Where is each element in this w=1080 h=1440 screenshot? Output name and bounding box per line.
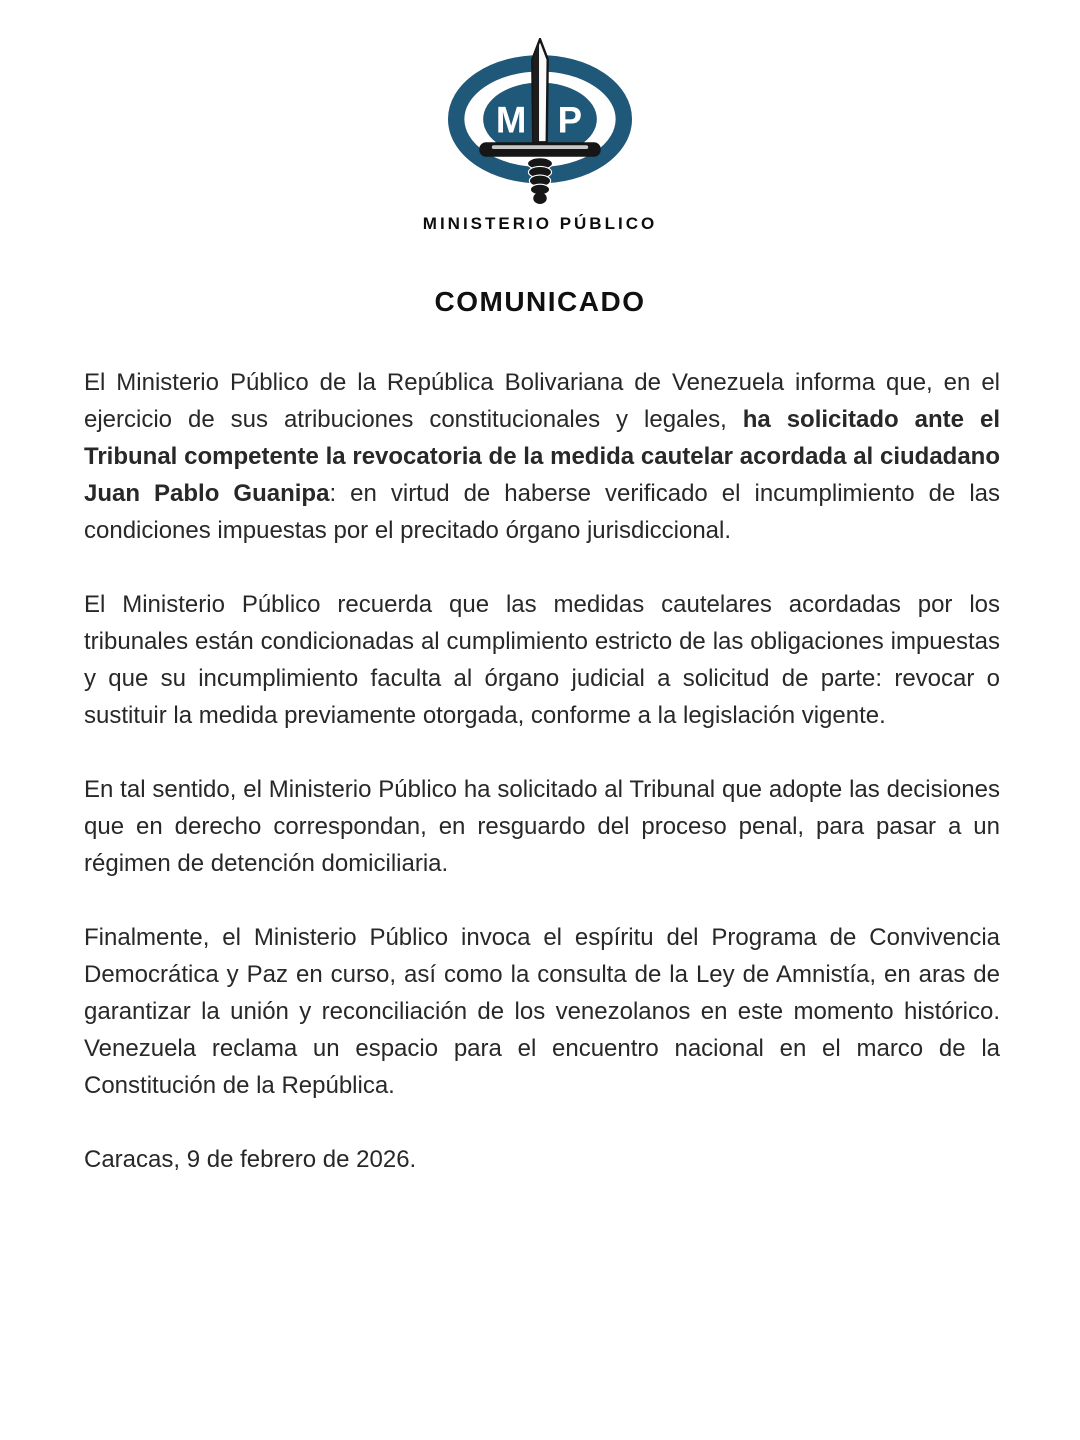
paragraph [84, 771, 1000, 882]
bold-text-run: ha solicitado ante el Tribunal competente la revocatoria de la medida cautelar acordada al ciudadano Juan Pablo Guanipa [84, 406, 1000, 507]
dateline: Caracas, 9 de febrero de 2026. [84, 1146, 417, 1173]
page-title: COMUNICADO [434, 286, 646, 317]
logo-caption: MINISTERIO PÚBLICO [422, 214, 658, 233]
paragraph [84, 586, 1000, 734]
text-run: : en virtud de haberse verificado el incumplimiento de las condiciones impuestas por el precitado órgano jurisdiccional. [84, 480, 1000, 544]
seal-letter-p: P [557, 99, 583, 141]
ministerio-publico-logo [0, 38, 1080, 234]
seal-letter-m: M [495, 99, 527, 141]
mp-seal-icon [434, 38, 646, 210]
paragraph [84, 364, 1000, 549]
paragraph [84, 919, 1000, 1104]
body-paragraphs [84, 364, 1000, 1104]
text-run: El Ministerio Público recuerda que las medidas cautelares acordadas por los tribunales están condicionadas al cumplimiento estricto de las obligaciones impuestas y que su incumplimiento faculta al órgano judicial a solicitud de parte: revocar o sustituir la medida previamente otorgada, conforme a la legislación vigente. [84, 591, 1000, 729]
text-run: Finalmente, el Ministerio Público invoca el espíritu del Programa de Convivencia Democrática y Paz en curso, así como la consulta de la Ley de Amnistía, en aras de garantizar la unión y reconciliación de los venezolanos en este momento histórico. Venezuela reclama un espacio para el encuentro nacional en el marco de la Constitución de la República. [84, 924, 1000, 1099]
communique-body [0, 318, 1080, 1238]
text-run: El Ministerio Público de la República Bolivariana de Venezuela informa que, en el ejercicio de sus atribuciones constitucionales y legales, [84, 369, 1000, 433]
text-run: En tal sentido, el Ministerio Público ha solicitado al Tribunal que adopte las decisiones que en derecho correspondan, en resguardo del proceso penal, para pasar a un régimen de detención domiciliaria. [84, 776, 1000, 877]
